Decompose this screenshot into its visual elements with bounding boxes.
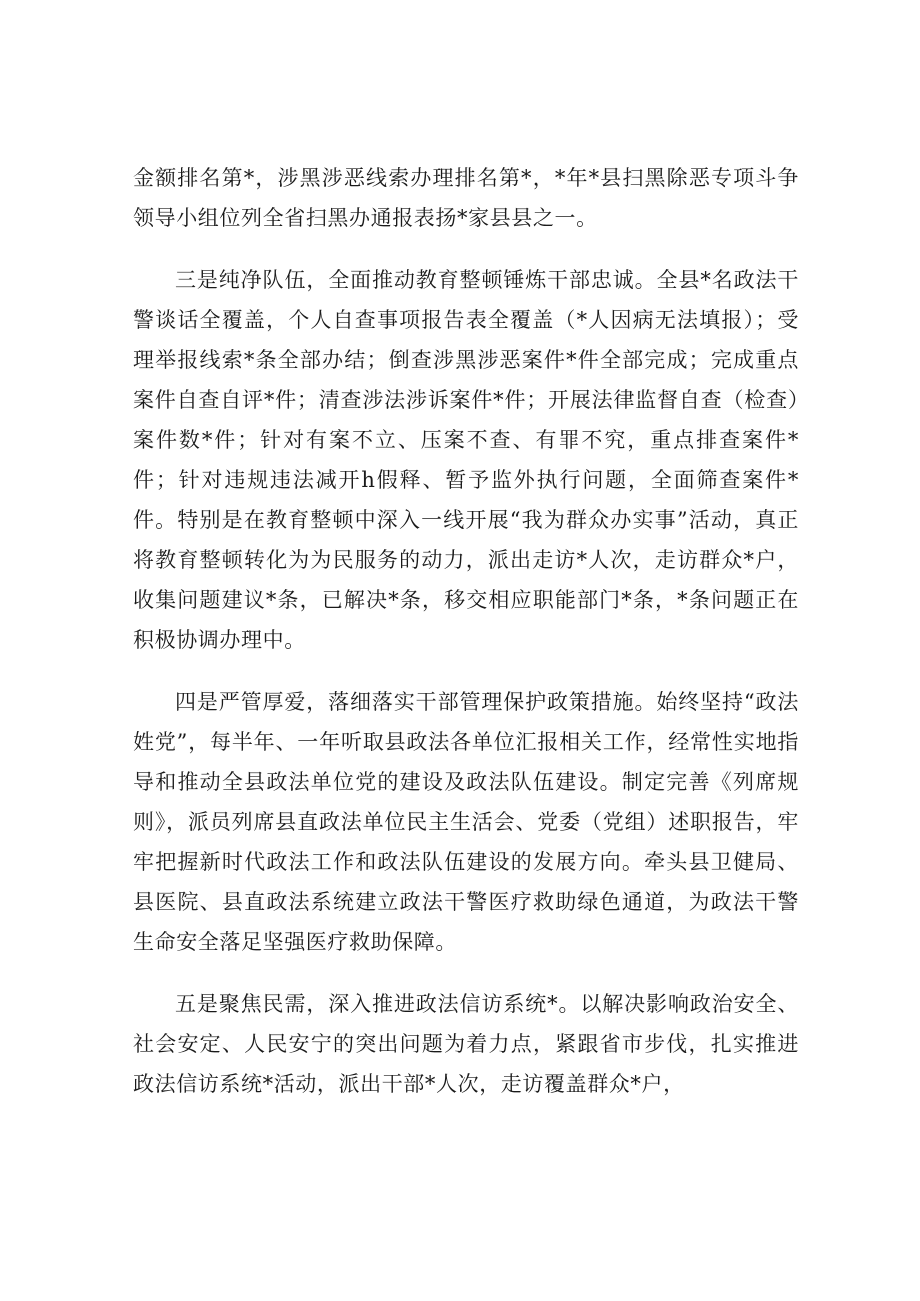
paragraph-purify-team: 三是纯净队伍，全面推动教育整顿锤炼干部忠诚。全县*名政法干警谈话全覆盖，个人自查事项报告表全覆盖（*人因病无法填报）；受理举报线索*条全部办结；倒查涉黑涉恶案件*件全部完成；完成重点案件自查自评*件；清查涉法涉诉案件*件；开展法律监督自查（检查）案件数*件；针对有案不立、压案不查、有罪不究，重点排查案件*件；针对违规违法减开h假释、暂予监外执行问题，全面筛查案件*件。特别是在教育整顿中深入一线开展“我为群众办实事”活动，真正将教育整顿转化为为民服务的动力，派出走访*人次，走访群众*户，收集问题建议*条，已解决*条，移交相应职能部门*条，*条问题正在积极协调办理中。 [133,268,799,652]
paragraph-spacer [133,962,799,984]
paragraph-spacer [133,238,799,260]
paragraph-spacer [133,660,799,682]
paragraph-focus-needs: 五是聚焦民需，深入推进政法信访系统*。以解决影响政治安全、社会安定、人民安宁的突出问题为着力点，紧跟省市步伐，扎实推进政法信访系统*活动，派出干部*人次，走访覆盖群众*户， [133,992,799,1096]
document-body [133,158,799,1104]
paragraph-continuation: 金额排名第*，涉黑涉恶线索办理排名第*，*年*县扫黑除恶专项斗争领导小组位列全省扫黑办通报表扬*家县县之一。 [133,166,799,230]
paragraph-strict-care: 四是严管厚爱，落细落实干部管理保护政策措施。始终坚持“政法姓党”，每半年、一年听取县政法各单位汇报相关工作，经常性实地指导和推动全县政法单位党的建设及政法队伍建设。制定完善《列席规则》，派员列席县直政法单位民主生活会、党委（党组）述职报告，牢牢把握新时代政法工作和政法队伍建设的发展方向。牵头县卫健局、县医院、县直政法系统建立政法干警医疗救助绿色通道，为政法干警生命安全落足坚强医疗救助保障。 [133,690,799,954]
